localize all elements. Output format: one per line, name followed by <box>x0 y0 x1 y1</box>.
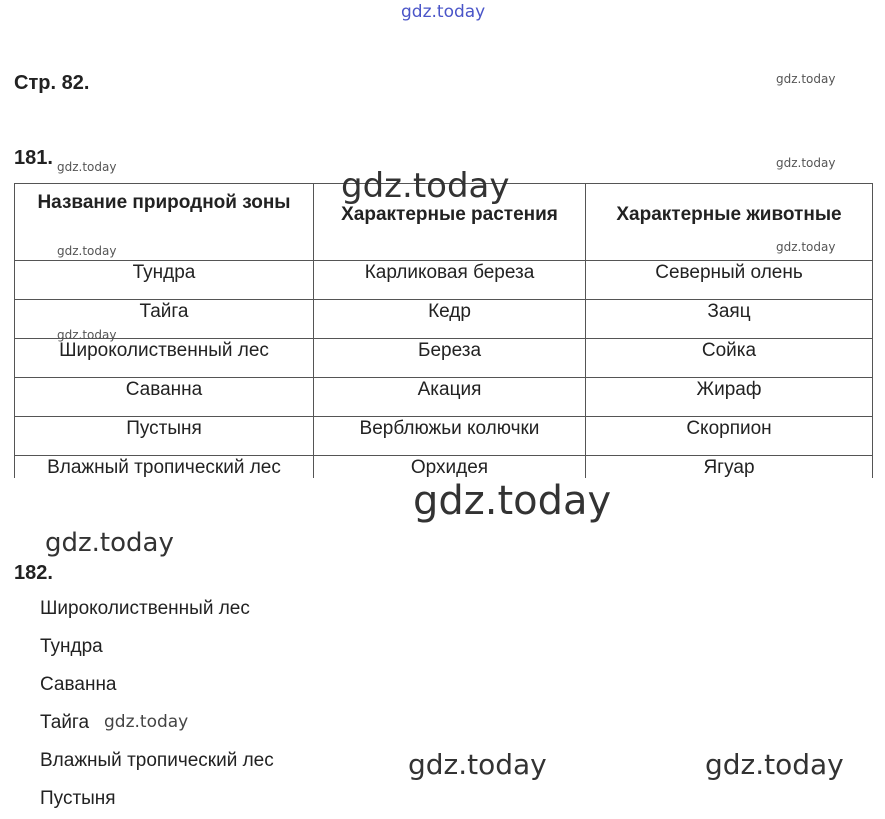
watermark-small: gdz.today <box>104 712 189 732</box>
animal-cell: Скорпион <box>586 417 873 456</box>
header-zone: Название природной зоны <box>15 184 314 261</box>
header-plants: Характерные растения <box>314 184 586 261</box>
watermark-top: gdz.today <box>401 2 486 22</box>
animal-cell: Северный олень <box>586 261 873 300</box>
watermark-small: gdz.today <box>57 328 117 342</box>
table-row <box>15 417 873 456</box>
table-row <box>15 339 873 378</box>
list-item: Саванна <box>40 674 117 695</box>
plant-cell: Верблюжьи колючки <box>314 417 586 456</box>
list-item: Тайга <box>40 712 90 733</box>
watermark-large: gdz.today <box>341 166 510 206</box>
table-row <box>15 300 873 339</box>
page-number: Стр. 82. <box>14 72 90 94</box>
plant-cell: Карликовая береза <box>314 261 586 300</box>
zone-cell: Тундра <box>15 261 314 300</box>
zone-cell: Тайга <box>15 300 314 339</box>
plant-cell: Акация <box>314 378 586 417</box>
watermark-small: gdz.today <box>776 240 836 254</box>
list-item: Влажный тропический лес <box>40 750 274 771</box>
zone-cell: Пустыня <box>15 417 314 456</box>
table-row <box>15 378 873 417</box>
watermark-medium: gdz.today <box>45 528 174 558</box>
animal-cell: Ягуар <box>586 456 873 479</box>
natural-zones-table <box>14 183 873 478</box>
zone-cell: Широколиственный лес <box>15 339 314 378</box>
zone-cell: Саванна <box>15 378 314 417</box>
list-item: Широколиственный лес <box>40 598 250 619</box>
animal-cell: Заяц <box>586 300 873 339</box>
animal-cell: Жираф <box>586 378 873 417</box>
header-animals: Характерные животные <box>586 184 873 261</box>
watermark-small: gdz.today <box>57 160 117 174</box>
task-182-number: 182. <box>14 562 53 584</box>
table-row <box>15 261 873 300</box>
table-row <box>15 456 873 479</box>
watermark-medium: gdz.today <box>408 748 547 781</box>
watermark-large: gdz.today <box>413 478 612 524</box>
watermark-small: gdz.today <box>57 244 117 258</box>
plant-cell: Орхидея <box>314 456 586 479</box>
watermark-medium: gdz.today <box>705 748 844 781</box>
plant-cell: Береза <box>314 339 586 378</box>
watermark-small: gdz.today <box>776 72 836 86</box>
list-item: Тундра <box>40 636 103 657</box>
list-item: Пустыня <box>40 788 116 809</box>
animal-cell: Сойка <box>586 339 873 378</box>
task-181-number: 181. <box>14 147 53 169</box>
watermark-small: gdz.today <box>776 156 836 170</box>
plant-cell: Кедр <box>314 300 586 339</box>
zone-cell: Влажный тропический лес <box>15 456 314 479</box>
